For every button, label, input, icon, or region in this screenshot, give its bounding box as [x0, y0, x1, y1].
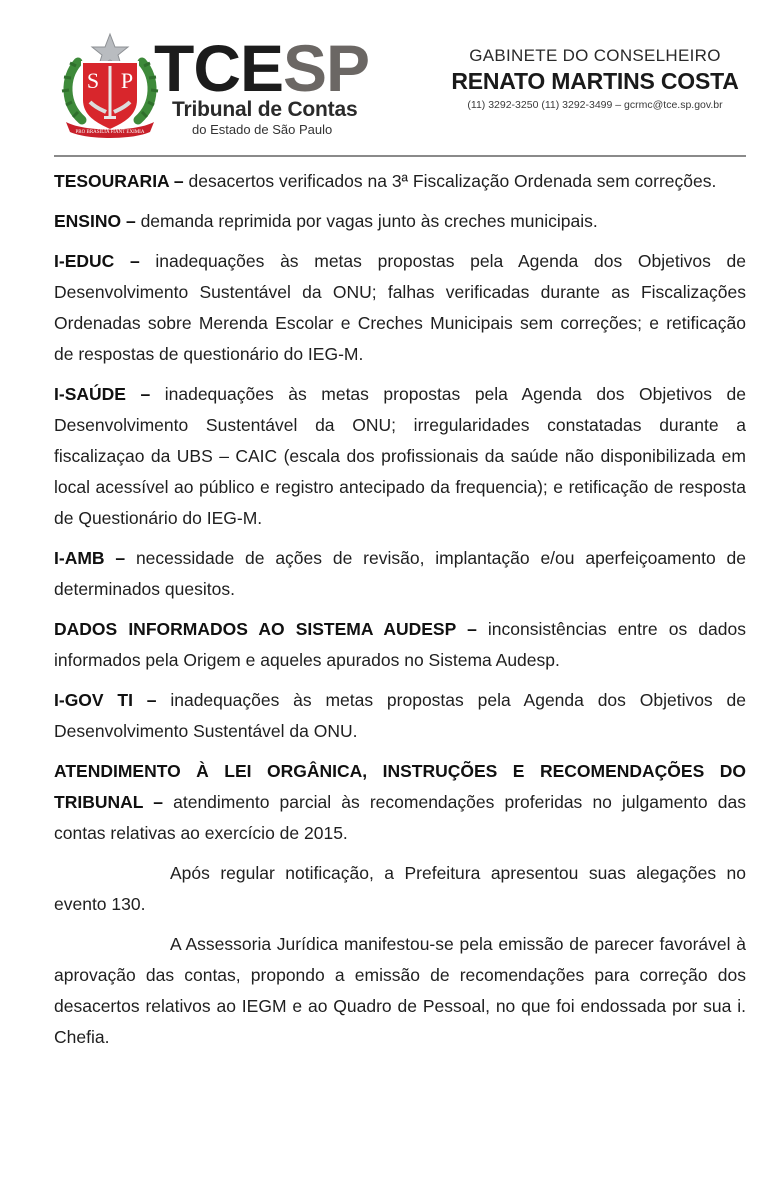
finding-label: I-AMB –: [54, 548, 126, 568]
finding-label: TESOURARIA –: [54, 171, 184, 191]
office-title: GABINETE DO CONSELHEIRO: [469, 46, 721, 65]
logo-sp: SP: [283, 31, 370, 105]
finding-text: inconsistências entre os dados informados pela Origem e aqueles apurados no Sistema Audesp.: [54, 619, 746, 670]
finding-label: I-EDUC –: [54, 251, 140, 271]
finding-i-saude: [54, 379, 746, 534]
councillor-name: RENATO MARTINS COSTA: [451, 68, 739, 94]
finding-i-amb: [54, 543, 746, 605]
finding-label: I-GOV TI –: [54, 690, 157, 710]
paragraph-notification: Após regular notificação, a Prefeitura apresentou suas alegações no evento 130.: [54, 863, 746, 914]
svg-text:S: S: [86, 68, 100, 93]
finding-i-educ: [54, 246, 746, 370]
office-contact: (11) 3292-3250 (11) 3292-3499 – gcrmc@tce.sp.gov.br: [467, 99, 723, 111]
finding-audesp: [54, 614, 746, 676]
finding-ensino: [54, 206, 746, 237]
paragraph-legal-advice: A Assessoria Jurídica manifestou-se pela emissão de parecer favorável à aprovação das contas, propondo a emissão de recomendações para correção dos desacertos relativos ao IEGM e ao Quadro de Pessoal, no que foi endossada por sua i. Chefia.: [54, 934, 746, 1047]
coat-of-arms-icon: [60, 32, 160, 140]
finding-text: inadequações às metas propostas pela Agenda dos Objetivos de Desenvolvimento Sustentável da ONU; falhas verificadas durante as Fiscalizações Ordenadas sobre Merenda Escolar e Creches Municipais sem correções; e retificação de respostas de questionário do IEG-M.: [54, 251, 746, 364]
finding-lei-organica: [54, 756, 746, 849]
finding-text: necessidade de ações de revisão, implantação e/ou aperfeiçoamento de determinados quesitos.: [54, 548, 746, 599]
finding-label: ATENDIMENTO À LEI ORGÂNICA, INSTRUÇÕES E RECOMENDAÇÕES DO TRIBUNAL –: [54, 761, 746, 812]
finding-label: I-SAÚDE –: [54, 384, 151, 404]
logo-subtitle-state: do Estado de São Paulo: [192, 122, 333, 137]
finding-label: ENSINO –: [54, 211, 136, 231]
office-block: [440, 46, 750, 111]
logo-tce: TCE: [154, 31, 283, 105]
document-body: [54, 166, 746, 1062]
header-divider: [54, 155, 746, 157]
tcesp-logo: [154, 31, 394, 137]
svg-text:PRO BRASILIA FIANT EXIMIA: PRO BRASILIA FIANT EXIMIA: [75, 130, 145, 135]
finding-text: inadequações às metas propostas pela Agenda dos Objetivos de Desenvolvimento Sustentável da ONU.: [54, 690, 746, 741]
finding-text: demanda reprimida por vagas junto às creches municipais.: [135, 211, 598, 231]
letterhead: [0, 0, 778, 156]
finding-i-gov-ti: [54, 685, 746, 747]
finding-text: desacertos verificados na 3ª Fiscalização Ordenada sem correções.: [183, 171, 717, 191]
finding-text: inadequações às metas propostas pela Agenda dos Objetivos de Desenvolvimento Sustentável da ONU; irregularidades constatadas durante a fiscalizaçao da UBS – CAIC (escala dos profissionais da saúde não disponibilizada em local acessível ao público e registro antecipado da frequencia); e retificação de resposta de Questionário do IEG-M.: [54, 384, 746, 528]
logo-wordmark: [154, 31, 394, 105]
finding-tesouraria: [54, 166, 746, 197]
logo-subtitle: Tribunal de Contas: [172, 98, 358, 121]
finding-label: DADOS INFORMADOS AO SISTEMA AUDESP –: [54, 619, 477, 639]
svg-text:P: P: [120, 68, 134, 93]
finding-text: atendimento parcial às recomendações proferidas no julgamento das contas relativas ao exercício de 2015.: [54, 792, 746, 843]
